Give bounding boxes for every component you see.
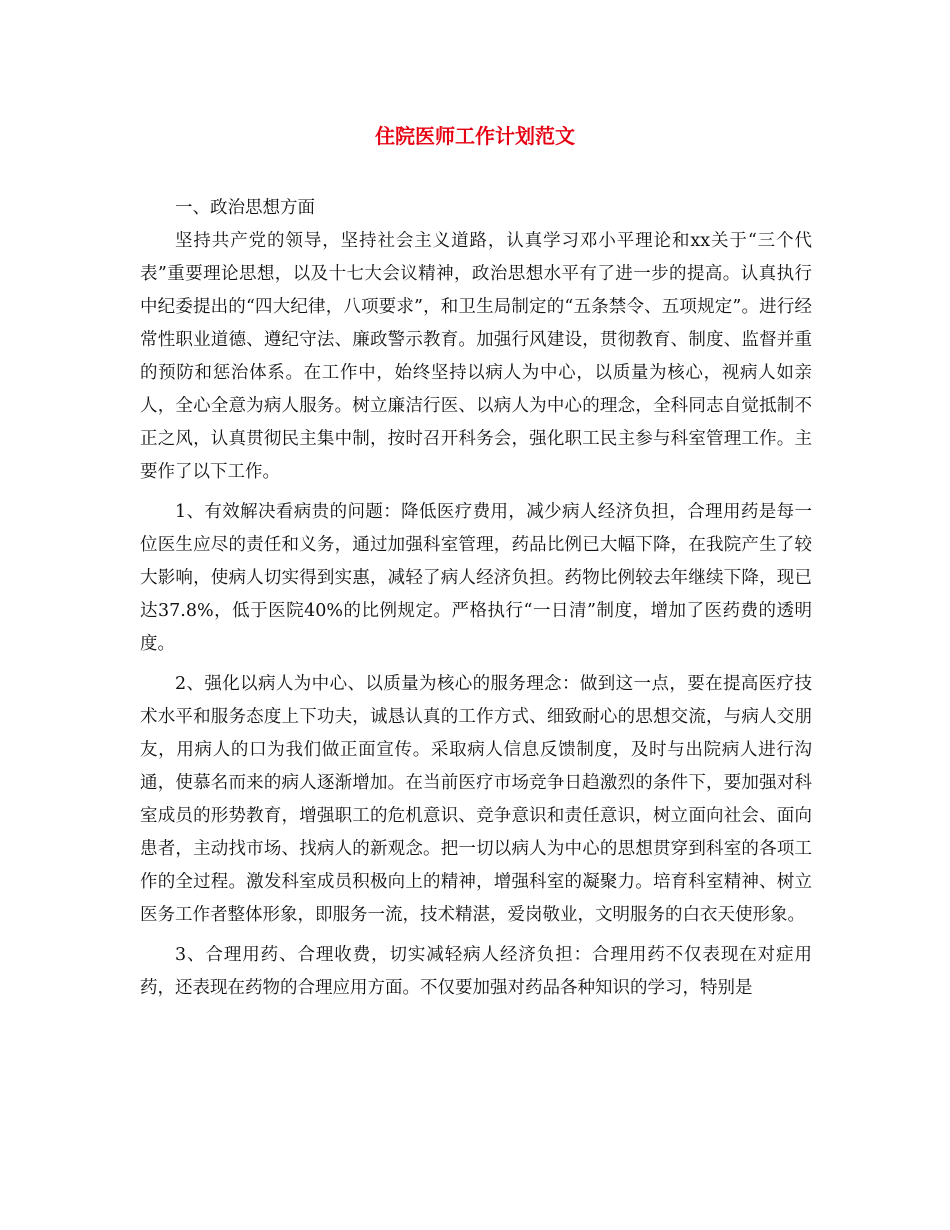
paragraph-item-3: 3、合理用药、合理收费，切实减轻病人经济负担：合理用药不仅表现在对症用药，还表现在药物的合理应用方面。不仅要加强对药品各种知识的学习，特别是 — [140, 945, 812, 998]
document-title: 住院医师工作计划范文 — [375, 124, 575, 148]
paragraph-item-2: 2、强化以病人为中心、以质量为核心的服务理念：做到这一点，要在提高医疗技术水平和服务态度上下功夫，诚恳认真的工作方式、细致耐心的思想交流，与病人交朋友，用病人的口为我们做正面宣传。采取病人信息反馈制度，及时与出院病人进行沟通，使慕名而来的病人逐渐增加。在当前医疗市场竞争日趋激烈的条件下，要加强对科室成员的形势教育，增强职工的危机意识、竞争意识和责任意识，树立面向社会、面向患者，主动找市场、找病人的新观念。把一切以病人为中心的思想贯穿到科室的各项工作的全过程。激发科室成员积极向上的精神，增强科室的凝聚力。培育科室精神、树立医务工作者整体形象，即服务一流，技术精湛，爱岗敬业，文明服务的白衣天使形象。 — [140, 674, 812, 925]
section-heading: 一、政治思想方面 — [175, 198, 315, 218]
document-body — [140, 192, 812, 1005]
paragraph-item-1: 1、有效解决看病贵的问题：降低医疗费用，减少病人经济负担，合理用药是每一位医生应尽的责任和义务，通过加强科室管理，药品比例已大幅下降，在我院产生了较大影响，使病人切实得到实惠，减轻了病人经济负担。药物比例较去年继续下降，现已达37.8%，低于医院40%的比例规定。严格执行“一日清”制度，增加了医药费的透明度。 — [140, 502, 812, 654]
paragraph-political-thought: 坚持共产党的领导，坚持社会主义道路，认真学习邓小平理论和xx关于“三个代表”重要理论思想，以及十七大会议精神，政治思想水平有了进一步的提高。认真执行中纪委提出的“四大纪律，八项要求”，和卫生局制定的“五条禁令、五项规定”。进行经常性职业道德、遵纪守法、廉政警示教育。加强行风建设，贯彻教育、制度、监督并重的预防和惩治体系。在工作中，始终坚持以病人为中心，以质量为核心，视病人如亲人，全心全意为病人服务。树立廉洁行医、以病人为中心的理念，全科同志自觉抵制不正之风，认真贯彻民主集中制，按时召开科务会，强化职工民主参与科室管理工作。主要作了以下工作。 — [140, 231, 812, 482]
